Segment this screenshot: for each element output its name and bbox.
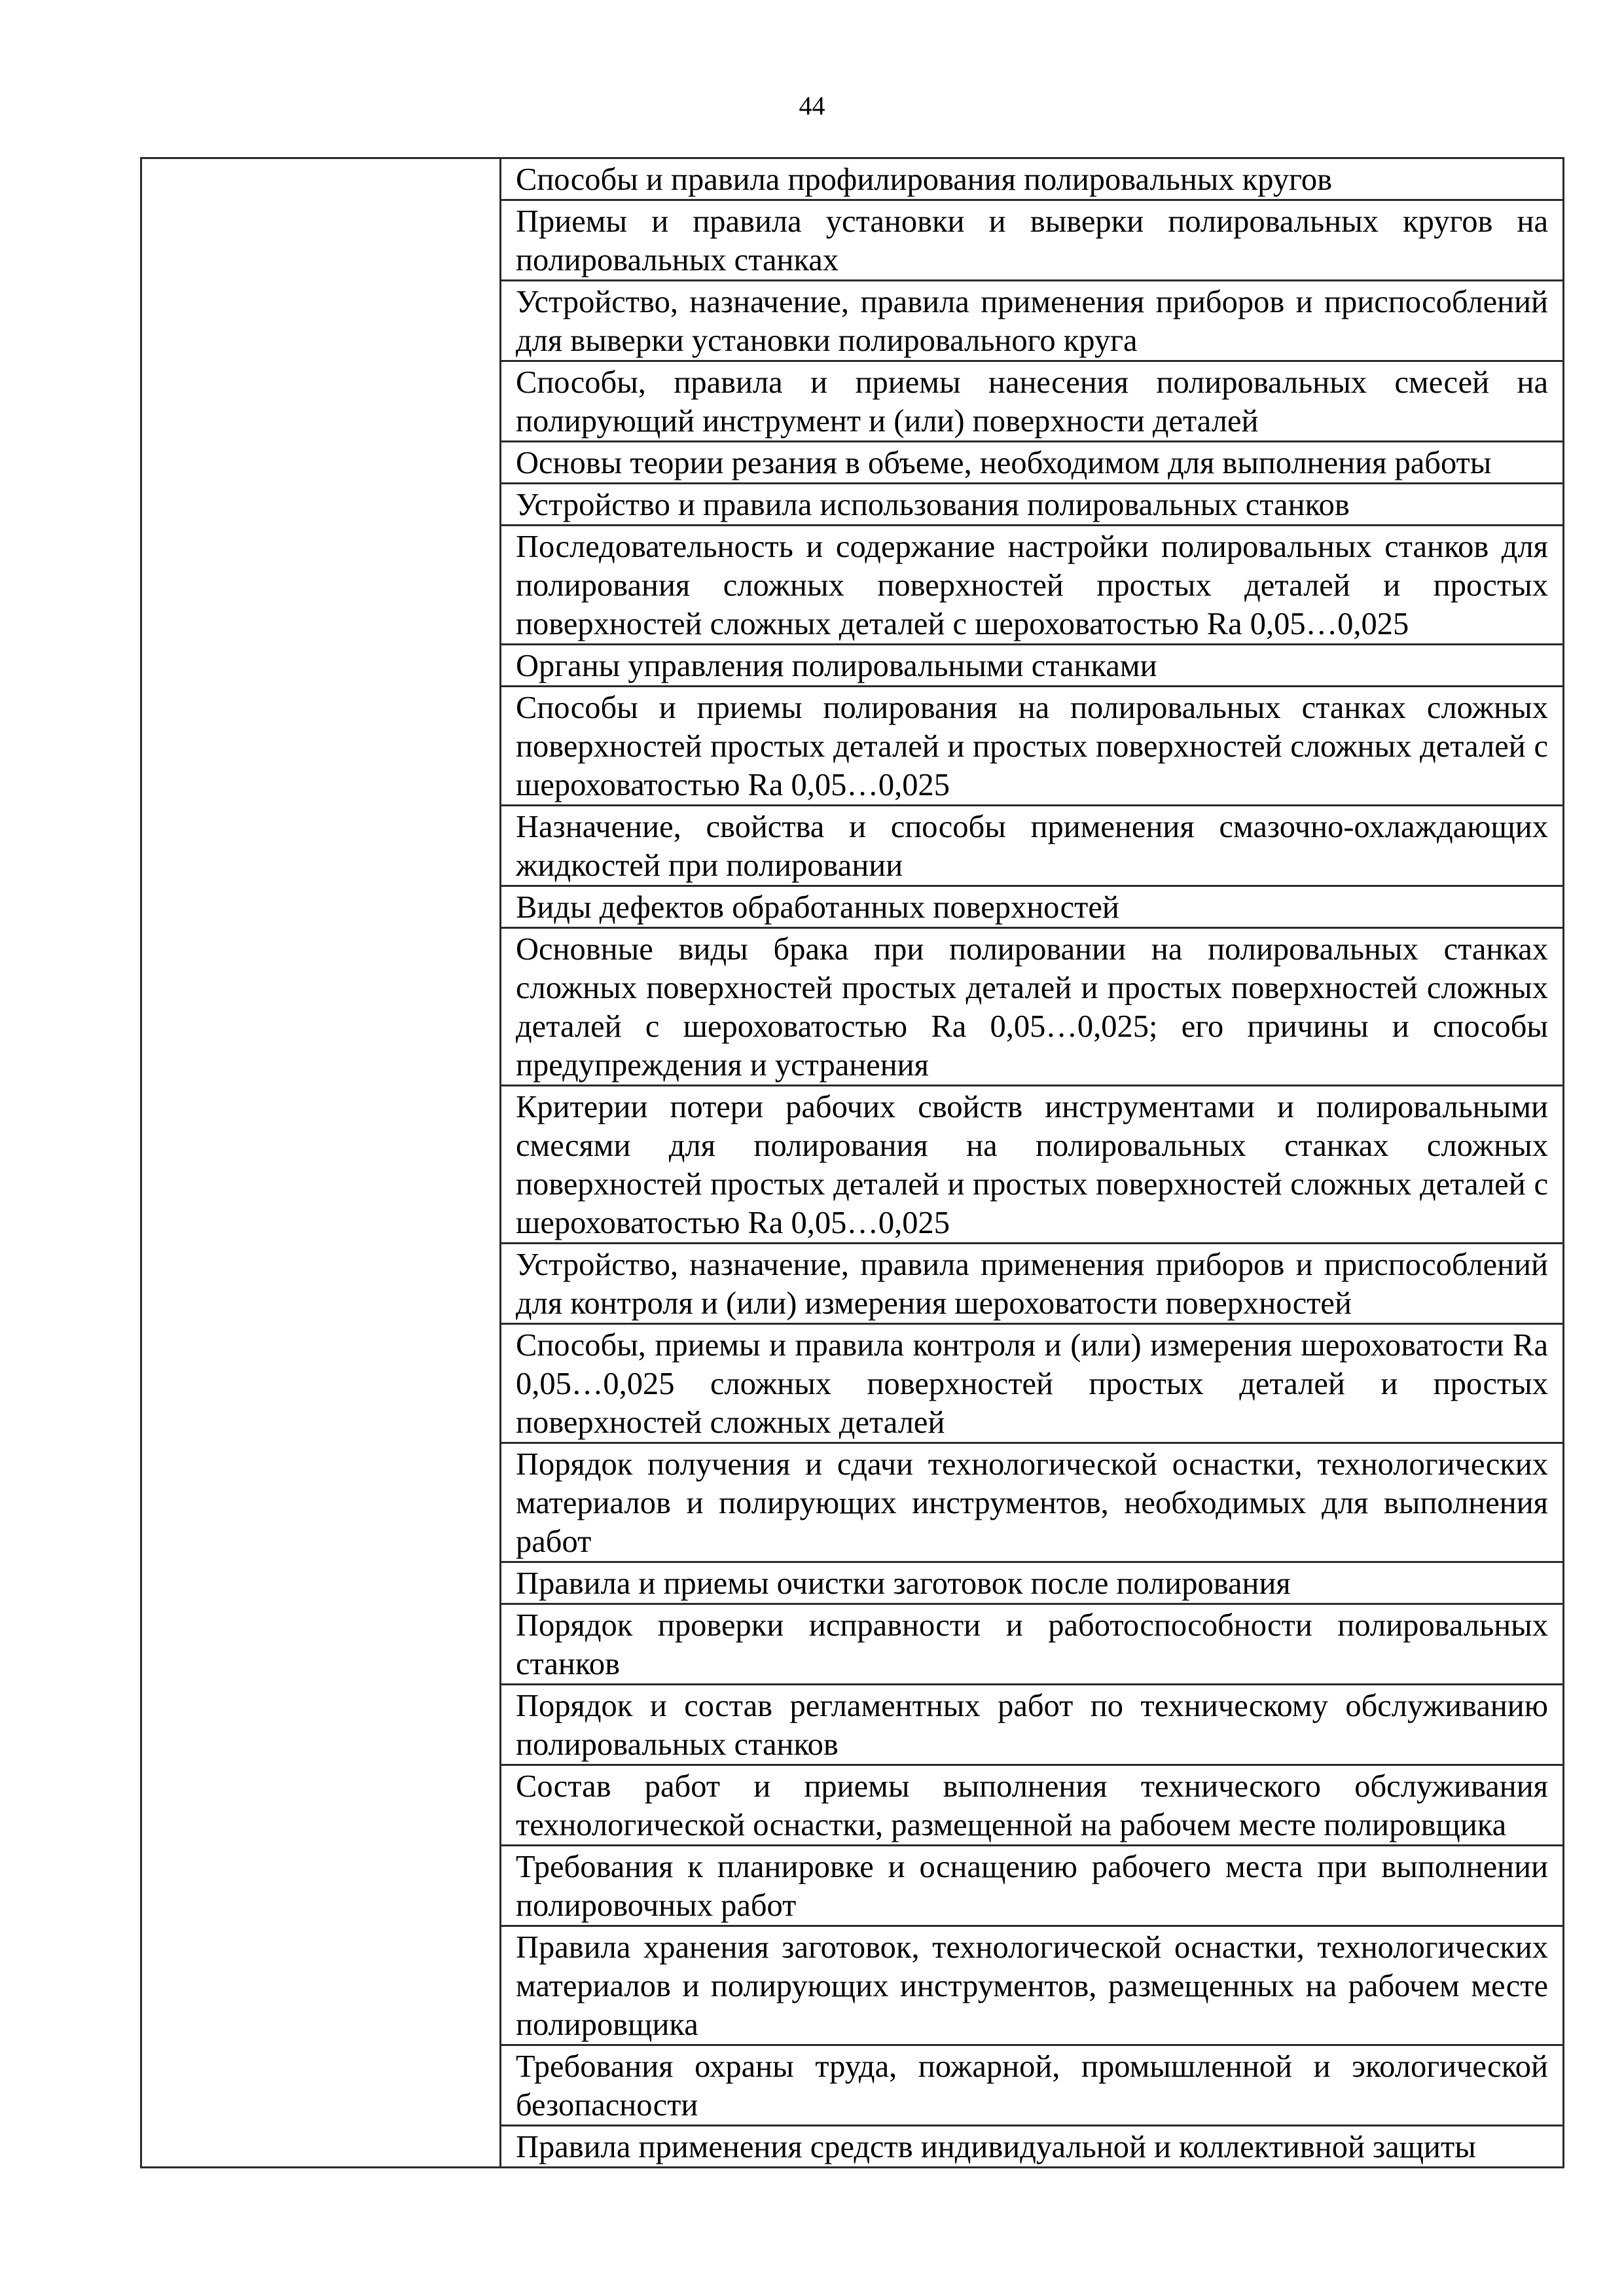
cell-text: Способы и приемы полирования на полировальных станках сложных поверхностей простых деталей и простых поверхностей сложных деталей с шероховатостью Ra 0,05…0,025 xyxy=(516,691,1548,802)
cell-text: Способы, приемы и правила контроля и (или) измерения шероховатости Ra 0,05…0,025 сложных поверхностей простых деталей и простых поверхностей сложных деталей xyxy=(516,1328,1548,1440)
cell-text: Органы управления полировальными станками xyxy=(516,649,1157,683)
table-cell xyxy=(501,1324,1564,1443)
table-cell xyxy=(501,806,1564,886)
cell-text: Критерии потери рабочих свойств инструментами и полировальными смесями для полирования на полировальных станках сложных поверхностей простых деталей и простых поверхностей сложных деталей с шероховатостью Ra 0,05…0,025 xyxy=(516,1090,1548,1240)
table-cell xyxy=(501,1846,1564,1926)
cell-text: Устройство, назначение, правила применения приборов и приспособлений для контроля и (или) измерения шероховатости поверхностей xyxy=(516,1247,1548,1321)
table-cell xyxy=(501,2045,1564,2126)
table-cell xyxy=(501,1086,1564,1244)
requirements-table xyxy=(140,157,1564,2168)
table-cell xyxy=(501,442,1564,484)
cell-text: Устройство, назначение, правила применения приборов и приспособлений для выверки установки полировального круга xyxy=(516,285,1548,358)
left-column-empty-cell xyxy=(141,158,501,2168)
table-cell xyxy=(501,687,1564,806)
table-cell xyxy=(501,1562,1564,1604)
table-cell xyxy=(501,1244,1564,1324)
cell-text: Последовательность и содержание настройки полировальных станков для полирования сложных поверхностей простых деталей и простых поверхностей сложных деталей с шероховатостью Ra 0,05…0,025 xyxy=(516,529,1548,641)
table-cell xyxy=(501,281,1564,361)
table-cell xyxy=(501,1926,1564,2045)
cell-text: Правила применения средств индивидуальной и коллективной защиты xyxy=(516,2130,1476,2164)
table-cell xyxy=(501,526,1564,645)
cell-text: Приемы и правила установки и выверки полировальных кругов на полировальных станках xyxy=(516,204,1548,278)
cell-text: Правила и приемы очистки заготовок после полирования xyxy=(516,1566,1291,1601)
cell-text: Способы и правила профилирования полировальных кругов xyxy=(516,162,1333,197)
table-cell xyxy=(501,158,1564,200)
cell-text: Требования к планировке и оснащению рабочего места при выполнении полировочных работ xyxy=(516,1850,1548,1923)
table-row xyxy=(141,158,1564,200)
table-cell xyxy=(501,1685,1564,1765)
table-cell xyxy=(501,1604,1564,1685)
page-number: 44 xyxy=(799,91,825,120)
table-cell xyxy=(501,1765,1564,1846)
table-cell xyxy=(501,200,1564,281)
cell-text: Порядок получения и сдачи технологической оснастки, технологических материалов и полирующих инструментов, необходимых для выполнения работ xyxy=(516,1447,1548,1559)
cell-text: Порядок и состав регламентных работ по техническому обслуживанию полировальных станков xyxy=(516,1689,1548,1762)
cell-text: Состав работ и приемы выполнения технического обслуживания технологической оснастки, размещенной на рабочем месте полировщика xyxy=(516,1769,1548,1842)
table-cell xyxy=(501,1443,1564,1562)
cell-text: Основные виды брака при полировании на полировальных станках сложных поверхностей простых деталей и простых поверхностей сложных деталей с шероховатостью Ra 0,05…0,025; его причины и способы предупреждения и устранения xyxy=(516,932,1548,1083)
cell-text: Основы теории резания в объеме, необходимом для выполнения работы xyxy=(516,446,1492,480)
cell-text: Способы, правила и приемы нанесения полировальных смесей на полирующий инструмент и (или) поверхности деталей xyxy=(516,365,1548,439)
table-cell xyxy=(501,2126,1564,2168)
table-cell xyxy=(501,361,1564,442)
table-cell xyxy=(501,645,1564,687)
cell-text: Устройство и правила использования полировальных станков xyxy=(516,488,1350,522)
cell-text: Требования охраны труда, пожарной, промышленной и экологической безопасности xyxy=(516,2049,1548,2123)
cell-text: Правила хранения заготовок, технологической оснастки, технологических материалов и полирующих инструментов, размещенных на рабочем месте полировщика xyxy=(516,1930,1548,2042)
cell-text: Виды дефектов обработанных поверхностей xyxy=(516,890,1119,925)
cell-text: Назначение, свойства и способы применения смазочно-охлаждающих жидкостей при полировании xyxy=(516,810,1548,883)
cell-text: Порядок проверки исправности и работоспособности полировальных станков xyxy=(516,1608,1548,1681)
table-cell xyxy=(501,886,1564,928)
table-cell xyxy=(501,928,1564,1086)
table-cell xyxy=(501,484,1564,526)
